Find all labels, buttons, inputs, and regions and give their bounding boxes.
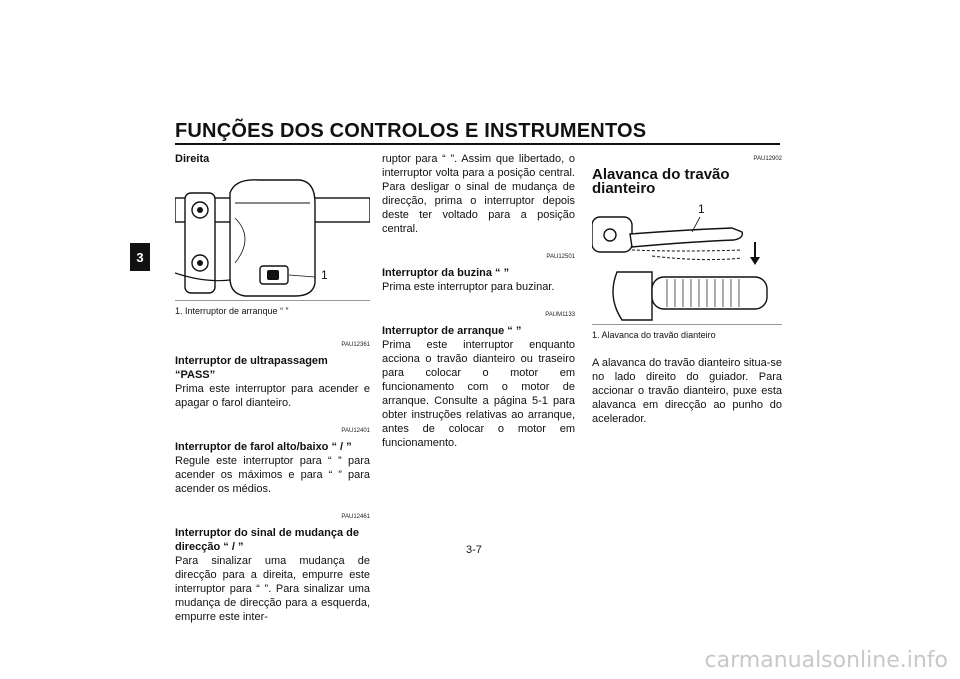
page-number: 3-7 [466, 544, 482, 556]
figure-divider [592, 324, 782, 325]
section-heading: Interruptor da buzina “ ” [382, 267, 510, 279]
figure-brake-lever [592, 202, 782, 324]
handlebar-switch-illustration [175, 168, 370, 300]
continued-text: ruptor para “ ”. Assim que libertado, o interruptor volta para a posição central. Para desligar o sinal de mudança de direcção, prima o interruptor depois deste ter voltado para a posição central. [382, 153, 575, 235]
section-code: PAU12401 [341, 428, 370, 434]
section-heading: Interruptor do sinal de mudança de direcção “ / ” [175, 527, 359, 553]
section-heading: Interruptor de farol alto/baixo “ / ” [175, 441, 352, 453]
figure-caption: 1. Interruptor de arranque “ ” [175, 306, 289, 316]
section-heading: Interruptor de arranque “ ” [382, 325, 522, 337]
subtitle-right: Direita [175, 153, 210, 165]
figure-divider [175, 300, 370, 301]
section-body: Para sinalizar uma mudança de direcção para a direita, empurre este interruptor para “ ”. Para sinalizar uma mudança de direcção para a esquerda, empurre este inter- [175, 555, 370, 623]
figure-callout: 1 [321, 268, 328, 282]
title-rule [175, 143, 780, 145]
column-1 [175, 152, 370, 624]
section-heading-brake: Alavanca do travão dianteiro [592, 166, 730, 197]
watermark: carmanualsonline.info [704, 648, 948, 673]
section-code: PAU12501 [546, 254, 575, 260]
section-code: PAU12461 [341, 514, 370, 520]
section-body: Prima este interruptor enquanto acciona o travão dianteiro ou traseiro para colocar o motor em funcionamento com o motor de arranque. Consulte a página 5-1 para obter instruções relativas ao arranque, antes de colocar o motor em funcionamento. [382, 339, 575, 449]
figure-right-switch [175, 168, 370, 300]
section-body: A alavanca do travão dianteiro situa-se no lado direito do guiador. Para accionar o travão dianteiro, puxe esta alavanca em direcção ao punho do acelerador. [592, 357, 782, 425]
section-code: PAU12902 [753, 156, 782, 162]
section-body: Prima este interruptor para buzinar. [382, 281, 555, 293]
section-code: PAU12361 [341, 342, 370, 348]
section-body: Regule este interruptor para “ ” para acender os máximos e para “ ” para acender os médios. [175, 455, 370, 495]
column-2 [382, 152, 575, 450]
page-title: FUNÇÕES DOS CONTROLOS E INSTRUMENTOS [175, 120, 647, 142]
section-heading: Interruptor de ultrapassagem “PASS” [175, 355, 328, 381]
section-body: Prima este interruptor para acender e apagar o farol dianteiro. [175, 383, 370, 409]
brake-lever-illustration [592, 202, 782, 324]
figure-callout: 1 [698, 202, 705, 216]
chapter-tab: 3 [130, 243, 150, 271]
figure-caption: 1. Alavanca do travão dianteiro [592, 330, 716, 340]
column-3 [592, 152, 782, 426]
section-code: PAUM1133 [545, 312, 575, 318]
